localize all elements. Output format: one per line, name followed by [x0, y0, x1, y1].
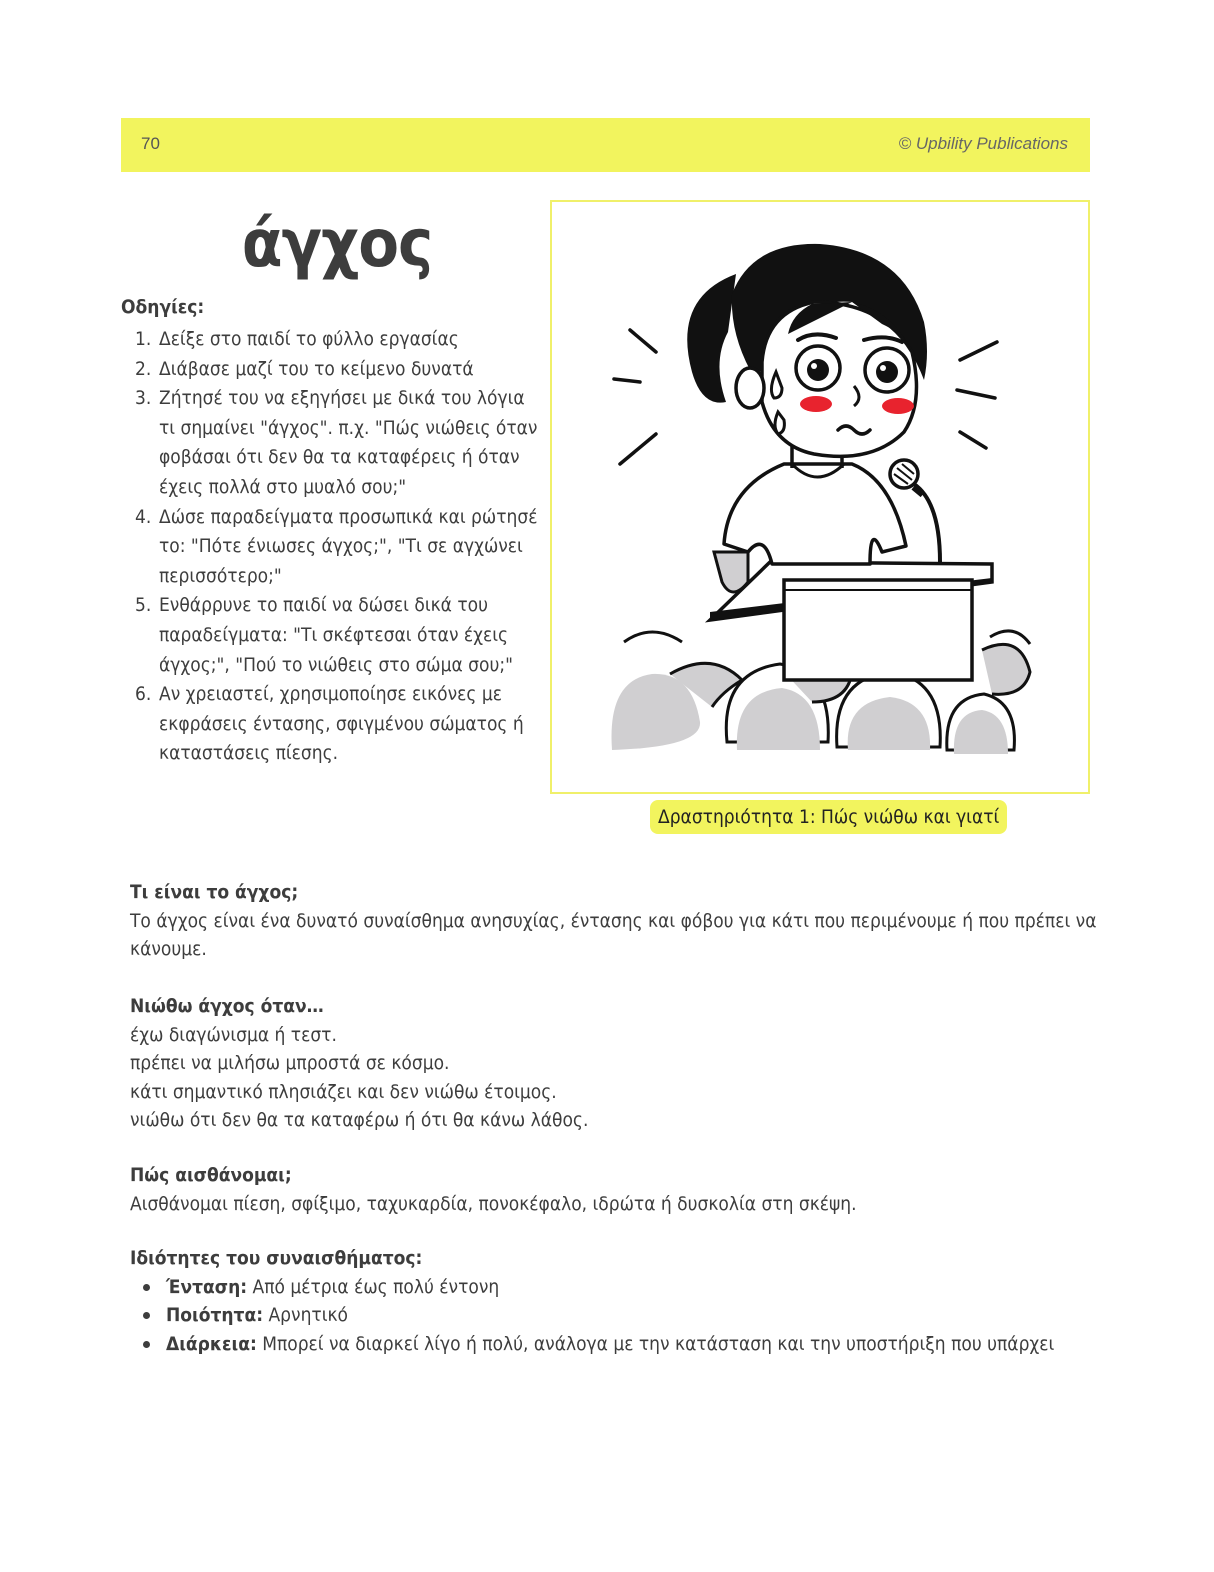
- property-item: [130, 1301, 1130, 1330]
- feel-when-heading: Νιώθω άγχος όταν…: [130, 995, 324, 1017]
- instruction-item: [135, 591, 545, 680]
- property-label: Διάρκεια:: [166, 1332, 257, 1355]
- instruction-number: 2.: [135, 357, 152, 380]
- instructions-list: [135, 325, 545, 769]
- property-item: [130, 1273, 1130, 1302]
- feel-when-line: κάτι σημαντικό πλησιάζει και δεν νιώθω έτοιμος.: [130, 1080, 557, 1103]
- page-header: [121, 118, 1090, 172]
- illustration-frame: [550, 200, 1090, 794]
- properties-list: [130, 1273, 1130, 1359]
- property-value: Μπορεί να διαρκεί λίγο ή πολύ, ανάλογα με την κατάσταση και την υποστήριξη που υπάρχει: [256, 1332, 1055, 1355]
- what-is-text: Το άγχος είναι ένα δυνατό συναίσθημα ανησυχίας, έντασης και φόβου για κάτι που περιμένουμε ή που πρέπει να κάνουμε.: [130, 909, 1097, 960]
- property-label: Ένταση:: [166, 1275, 248, 1298]
- instruction-text: Ζήτησέ του να εξηγήσει με δικά του λόγια τι σημαίνει "άγχος". π.χ. "Πώς νιώθεις όταν φοβάσαι ότι δεν θα τα καταφέρεις ή όταν έχεις πολλά στο μυαλό σου;": [159, 387, 538, 498]
- copyright-notice: © Upbility Publications: [898, 134, 1068, 153]
- instruction-item: [135, 680, 545, 769]
- instruction-number: 4.: [135, 505, 152, 528]
- what-is-section: [130, 878, 1130, 964]
- instruction-number: 3.: [135, 387, 152, 410]
- instruction-item: [135, 325, 545, 355]
- activity-caption: Δραστηριότητα 1: Πώς νιώθω και γιατί: [650, 800, 1007, 834]
- page-number: 70: [141, 134, 160, 153]
- feel-when-line: πρέπει να μιλήσω μπροστά σε κόσμο.: [130, 1052, 450, 1074]
- instruction-number: 1.: [135, 328, 152, 350]
- instruction-item: [135, 384, 545, 502]
- what-is-heading: Τι είναι το άγχος;: [130, 881, 299, 903]
- properties-heading: Ιδιότητες του συναισθήματος:: [130, 1247, 423, 1269]
- page-title: άγχος: [241, 205, 433, 282]
- properties-section: [130, 1244, 1130, 1358]
- instruction-text: Αν χρειαστεί, χρησιμοποίησε εικόνες με εκφράσεις έντασης, σφιγμένου σώματος ή καταστάσεις πίεσης.: [159, 683, 524, 765]
- feel-when-line: νιώθω ότι δεν θα τα καταφέρω ή ότι θα κάνω λάθος.: [130, 1109, 589, 1131]
- instruction-number: 6.: [135, 683, 152, 706]
- feel-when-line: έχω διαγώνισμα ή τεστ.: [130, 1023, 337, 1046]
- feel-when-section: [130, 992, 1130, 1135]
- property-value: Από μέτρια έως πολύ έντονη: [247, 1275, 500, 1298]
- how-feel-text: Αισθάνομαι πίεση, σφίξιμο, ταχυκαρδία, πονοκέφαλο, ιδρώτα ή δυσκολία στη σκέψη.: [130, 1192, 857, 1215]
- instruction-item: [135, 503, 545, 592]
- how-feel-section: [130, 1161, 1130, 1218]
- property-item: [130, 1330, 1130, 1359]
- instruction-number: 5.: [135, 594, 152, 617]
- instruction-text: Δείξε στο παιδί το φύλλο εργασίας: [159, 328, 459, 350]
- how-feel-heading: Πώς αισθάνομαι;: [130, 1164, 292, 1186]
- property-value: Αρνητικό: [263, 1304, 348, 1326]
- instruction-text: Ενθάρρυνε το παιδί να δώσει δικά του παραδείγματα: "Τι σκέφτεσαι όταν έχεις άγχος;", "Πού το νιώθεις στο σώμα σου;": [159, 594, 513, 676]
- instruction-text: Δώσε παραδείγματα προσωπικά και ρώτησέ το: "Πότε ένιωσες άγχος;", "Τι σε αγχώνει περισσότερο;": [159, 505, 538, 587]
- instructions-heading: Οδηγίες:: [121, 296, 205, 318]
- property-label: Ποιότητα:: [166, 1304, 264, 1326]
- anxious-girl-illustration: [552, 202, 1092, 796]
- instruction-item: [135, 355, 545, 385]
- instruction-text: Διάβασε μαζί του το κείμενο δυνατά: [159, 357, 474, 380]
- podium-icon: [710, 562, 992, 680]
